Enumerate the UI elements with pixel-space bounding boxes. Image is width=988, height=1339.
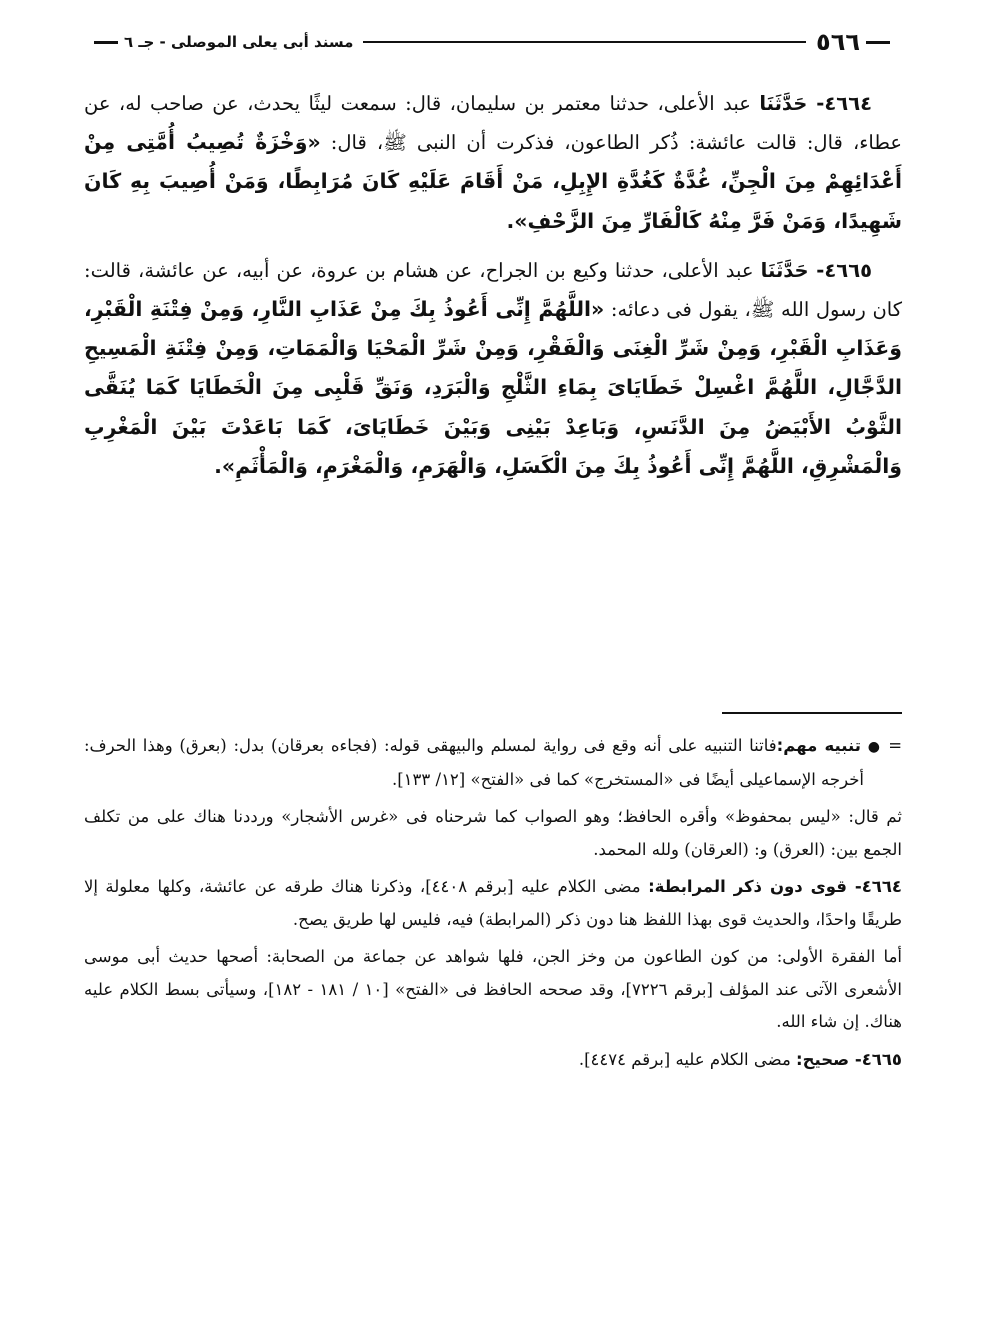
hadith-matn: «وَخْزَةٌ تُصِيبُ أُمَّتِى مِنْ أَعْدَائِهِمْ مِنَ الْجِنِّ، غُدَّةٌ كَغُدَّةِ الإِبِلِ، مَنْ أَقَامَ عَلَيْهِ كَانَ مُرَابِطًا، وَمَنْ أُصِيبَ بِهِ كَانَ شَهِيدًا، وَمَنْ فَرَّ مِنْهُ كَالْفَارِّ مِنَ الزَّحْفِ».	[84, 130, 902, 233]
hadith-paragraph	[84, 251, 902, 486]
hadith-dash: -	[808, 258, 825, 282]
bullet-icon: ●	[867, 739, 882, 755]
footnote-text: أما الفقرة الأولى: من كون الطاعون من وخز الجن، فلها شواهد عن جماعة من الصحابة: أصحها حديث أبى موسى الأشعرى الآتى عند المؤلف [برقم ٧٢٢٦]، وقد صححه الحافظ فى «الفتح» [١٠ / ١٨١ - ١٨٢]، وسيأتى بسط الكلام عليه هناك. إن شاء الله.	[84, 947, 902, 1031]
hadith-paragraph	[84, 84, 902, 241]
footnote-text: مضى الكلام عليه [برقم ٤٤٠٨]، وذكرنا هناك طرقه عن عائشة، وكلها معلولة إلا طريقًا واحدًا، والحديث قوى بهذا اللفظ هنا دون ذكر (المرابطة) فيه، فليس لها طريق يصح.	[84, 877, 902, 929]
footnote-lead: ٤٦٦٥- صحيح:	[796, 1049, 902, 1069]
footnote-text: فاتنا التنبيه على أنه وقع فى رواية لمسلم والبيهقى قوله: (فجاءه بعرقان) بدل: (بعرق) وهذا الحرف: أخرجه الإسماعيلى أيضًا فى «المستخرج» كما فى «الفتح» [١٢/ ١٣٣].	[84, 736, 864, 789]
footnote-text: ثم قال: «ليس بمحفوظ» وأقره الحافظ؛ وهو الصواب كما شرحناه فى «غرس الأشجار» ورددنا هناك على من تكلف الجمع بين: (العرق) و: (العرقان) ولله المحمد.	[84, 807, 902, 859]
footnote	[84, 1044, 902, 1077]
hadith-matn: «اللَّهُمَّ إِنِّى أَعُوذُ بِكَ مِنْ عَذَابِ النَّارِ، وَمِنْ فِتْنَةِ الْقَبْرِ، وَعَذَابِ الْقَبْرِ، وَمِنْ شَرِّ الْغِنَى وَالْفَقْرِ، وَمِنْ شَرِّ الْمَحْيَا وَالْمَمَاتِ، وَمِنْ فِتْنَةِ الْمَسِيحِ الدَّجَّالِ، اللَّهُمَّ اغْسِلْ خَطَايَاىَ بِمَاءِ الثَّلْجِ وَالْبَرَدِ، وَنَقِّ قَلْبِى مِنَ الْخَطَايَا كَمَا يُنَقَّى الثَّوْبُ الأَبْيَضُ مِنَ الدَّنَسِ، وَبَاعِدْ بَيْنِى وَبَيْنَ خَطَايَاىَ، كَمَا بَاعَدْتَ بَيْنَ الْمَغْرِبِ وَالْمَشْرِقِ، اللَّهُمَّ إِنِّى أَعُوذُ بِكَ مِنَ الْكَسَلِ، وَالْهَرَمِ، وَالْمَغْرَمِ، وَالْمَأْثَمِ».	[84, 297, 902, 478]
footnote	[84, 730, 902, 796]
haddatha-word: حَدَّثَنَا	[760, 258, 809, 282]
footnote-separator	[722, 712, 902, 714]
footnote-lead: تنبيه مهم:	[776, 736, 861, 755]
header-dash	[866, 41, 890, 44]
footnotes	[84, 730, 902, 1081]
main-text	[84, 84, 902, 496]
page-number: ٥٦٦	[816, 28, 860, 56]
footnote	[84, 941, 902, 1039]
footnote	[84, 801, 902, 866]
header-rule	[363, 41, 806, 43]
footnote-lead: ٤٦٦٤- قوى دون ذكر المرابطة:	[648, 877, 903, 896]
hadith-number: ٤٦٦٤	[824, 92, 872, 115]
book-title: مسند أبى يعلى الموصلى - جـ ٦	[124, 33, 354, 51]
hadith-number: ٤٦٦٥	[824, 258, 872, 282]
hadith-dash: -	[807, 92, 825, 115]
haddatha-word: حَدَّثَنَا	[759, 92, 808, 115]
running-header	[88, 22, 896, 62]
footnote	[84, 871, 902, 936]
hadith-isnad: عبد الأعلى، حدثنا وكيع بن الجراح، عن هشام بن عروة، عن أبيه، عن عائشة، قالت: كان رسول الله ﷺ، يقول فى دعائه:	[84, 258, 902, 322]
continuation-mark: =	[888, 736, 903, 755]
footnote-text: مضى الكلام عليه [برقم ٤٤٧٤].	[578, 1049, 791, 1069]
hadith-isnad: عبد الأعلى، حدثنا معتمر بن سليمان، قال: سمعت ليثًا يحدث، عن صاحب له، عن عطاء، قال: قالت عائشة: ذُكر الطاعون، فذكرت أن النبى ﷺ، قال:	[84, 92, 902, 155]
header-dash	[94, 41, 118, 44]
